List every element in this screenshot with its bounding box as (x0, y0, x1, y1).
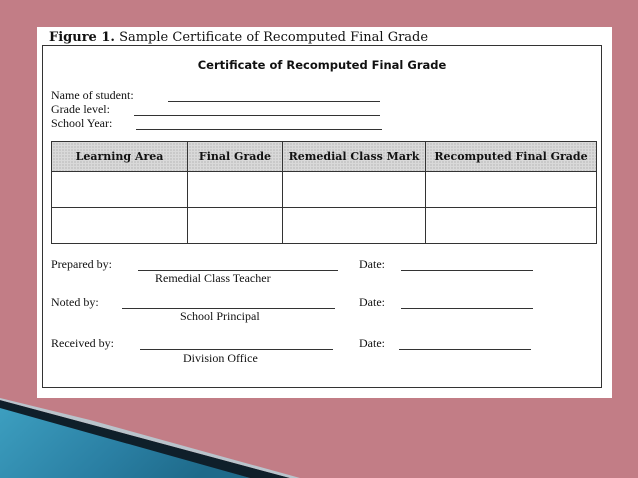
prepared-date-label: Date: (359, 257, 385, 271)
student-name-label: Name of student: (51, 88, 134, 102)
received-date-label: Date: (359, 336, 385, 350)
column-header: Final Grade (188, 142, 283, 172)
column-header: Learning Area (52, 142, 188, 172)
figure-caption-text: Sample Certificate of Recomputed Final Grade (119, 30, 429, 45)
noted-by-role: School Principal (180, 309, 260, 323)
grade-level-label: Grade level: (51, 102, 110, 116)
received-by-role: Division Office (183, 351, 258, 365)
column-header: Remedial Class Mark (283, 142, 426, 172)
column-header: Recomputed Final Grade (426, 142, 597, 172)
prepared-by-label: Prepared by: (51, 257, 112, 271)
figure-caption-prefix: Figure 1. (49, 30, 115, 45)
certificate-title: Certificate of Recomputed Final Grade (197, 58, 447, 72)
prepared-by-role: Remedial Class Teacher (155, 271, 271, 285)
school-year-label: School Year: (51, 116, 113, 130)
received-by-label: Received by: (51, 336, 114, 350)
noted-by-label: Noted by: (51, 295, 99, 309)
noted-date-label: Date: (359, 295, 385, 309)
